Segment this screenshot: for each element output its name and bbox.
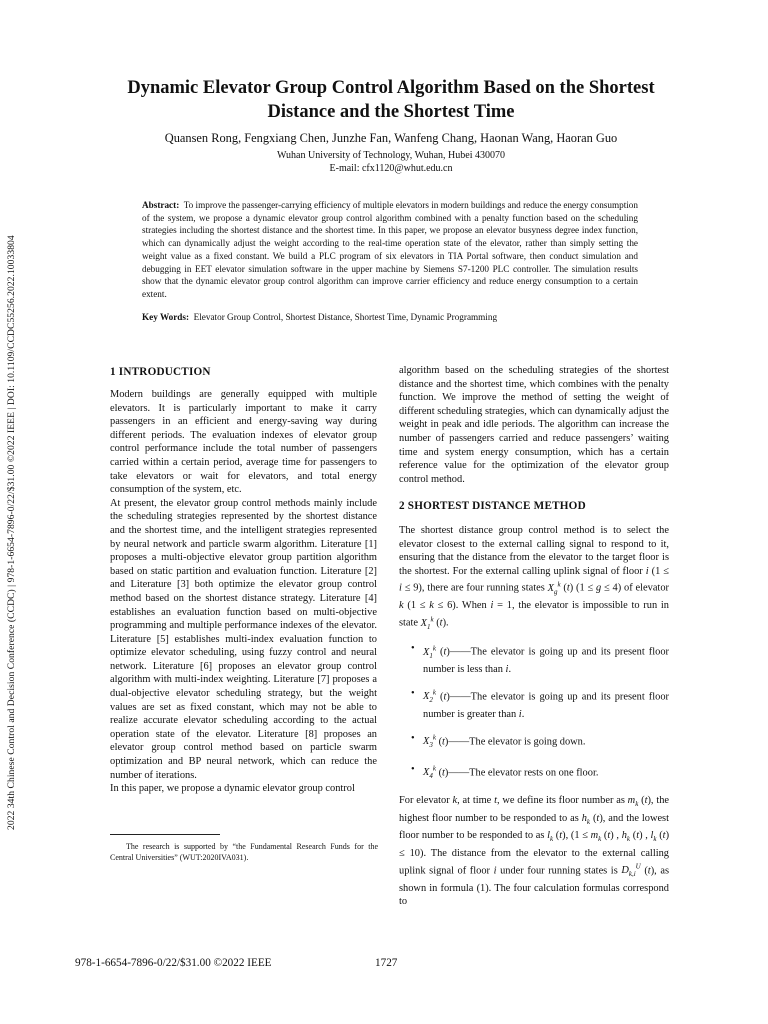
abstract <box>142 199 638 301</box>
footer-isbn: 978-1-6654-7896-0/22/$31.00 ©2022 IEEE <box>75 957 272 969</box>
intro-paragraph-1: Modern buildings are generally equipped with multiple elevators. It is particularly important to make it carry passengers in an efficient and energy-saving way during different periods. The evaluation indexes of elevator group control performance include the total number of passengers carried within a certain period, average time for passengers to take elevators or wait for elevators, and total energy consumption of the system, etc. <box>110 389 377 496</box>
section-heading-shortest-distance: 2 SHORTEST DISTANCE METHOD <box>399 500 586 513</box>
section-heading-introduction: 1 INTRODUCTION <box>110 366 211 378</box>
author-list: Quansen Rong, Fengxiang Chen, Junzhe Fan, Wanfeng Chang, Haonan Wang, Haoran Guo <box>164 131 618 145</box>
running-state-list <box>399 642 669 784</box>
doi-sidebar <box>2 190 22 840</box>
right-paragraph-1: algorithm based on the scheduling strategies of the shortest distance and the shortest time, which combines with the penalty function. We improve the method of setting the weight of different scheduling strategies, which can dynamically adjust the weight in peak and idle periods. The algorithm can increase the number of passengers carried and reduce passengers’ waiting time and system energy consumption, which has a certain reference value for the optimization of the elevator group control method. <box>399 365 669 485</box>
page-number: 1727 <box>375 957 398 969</box>
intro-paragraph-2: At present, the elevator group control methods mainly include the scheduling strategies represented by the shortest distance and the shortest time, and the intelligent strategies represented by neural network and particle swarm algorithm. Literature [1] proposes a multi-objective elevator group partition algorithm based on static partition and evaluation function. Literature [2] and Literature [3] both optimize the elevator group control method based on the shortest distance strategy. Literature [4] establishes an evaluation function based on multi-objective programming and multiple performance indexes of the elevator. Literature [5] establishes multi-index evaluation function to optimize elevator scheduling, using fuzzy control and neural network. Literature [6] proposes an elevator group control algorithm with multi-index weighting. Literature [7] proposes a dual-objective elevator scheduling strategy, but the weight values are set as fixed constant, which may not be able to realize accurate elevator scheduling according to the actual operation state of the elevator. Literature [8] proposes an elevator group control method based on particle swarm optimization and BP neural network, which can reduce the number of iterations. <box>110 497 377 781</box>
email-line: E-mail: cfx1120@whut.edu.cn <box>329 163 453 174</box>
left-column <box>110 388 377 796</box>
intro-paragraph-3: In this paper, we propose a dynamic elevator group control <box>110 783 355 795</box>
affiliation: Wuhan University of Technology, Wuhan, Hubei 430070 <box>277 150 505 161</box>
shortest-distance-paragraph: The shortest distance group control method is to select the elevator closest to the external calling signal to respond to it, ensuring that the distance from the elevator to the target floor is the shortest. For the external calling uplink signal of floor i (1 ≤ i ≤ 9), there are four running states $X_g^k$ (t) (1 ≤ g ≤ 4) of elevator k (1 ≤ k ≤ 6). When i = 1, the elevator is impossible to run in state $X_1^k$ (t). <box>399 524 669 631</box>
paper-title: Dynamic Elevator Group Control Algorithm Based on the Shortest Distance and the Shortest Time <box>127 78 655 122</box>
keywords-text: Elevator Group Control, Shortest Distance, Shortest Time, Dynamic Programming <box>193 312 498 322</box>
keywords-label: Key Words: <box>142 312 190 322</box>
abstract-label: Abstract: <box>142 200 180 210</box>
sidebar-doi-text: 2022 34th Chinese Control and Decision Conference (CCDC) | 978-1-6654-7896-0/22/$31.00 ©2022 IEEE | DOI: 10.1109/CCDC55256.2022.10033804 <box>6 235 17 830</box>
footnote-rule <box>110 834 220 835</box>
keywords <box>142 312 638 322</box>
abstract-text: To improve the passenger-carrying efficiency of multiple elevators in modern buildings and reduce the energy consumption of the system, we propose a dynamic elevator group control algorithm combined with a penalty function based on the scheduling strategies including the shortest distance and the shortest time. In this paper, we propose an elevator busyness degree index function, which can dynamically adjust the weight according to the real-time operation state of the elevator, rather than simply setting the weight value as a fixed constant. We build a PLC program of six elevators in TIA Portal software, then conduct simulation and debugging in EET elevator simulation software in the upper machine by Siemens S7-1200 PLC controller. The simulation results show that the dynamic elevator group control algorithm can improve carrier efficiency and reduce energy consumption to a certain extent. <box>142 200 638 299</box>
list-item: • $X_1^k$ (t)——The elevator is going up and its present floor number is less than i. <box>399 642 669 677</box>
list-item: • $X_3^k$ (t)——The elevator is going down. <box>399 732 669 753</box>
definition-paragraph: For elevator k, at time t, we define its floor number as $m_k$ (t), the highest floor number to be responded to as $h_k$ (t), and the lowest floor number to be responded to as $l_k$ (t), ($1 \le m_k$ (t) , $h_k$ (t) , $l_k$ (t) ≤ 10). The distance from the elevator to the external calling uplink signal of floor i under four running states is $D_{k,i}^U$ (t), as shown in formula (1). The four calculation formulas correspond to <box>399 794 670 908</box>
list-item: • $X_2^k$ (t)——The elevator is going up and its present floor number is greater than i. <box>399 687 669 722</box>
funding-footnote: The research is supported by “the Fundamental Research Funds for the Central Universities” (WUT:2020IVA031). <box>110 842 378 862</box>
right-column <box>399 364 669 909</box>
list-item: • $X_4^k$ (t)——The elevator rests on one floor. <box>399 763 669 784</box>
